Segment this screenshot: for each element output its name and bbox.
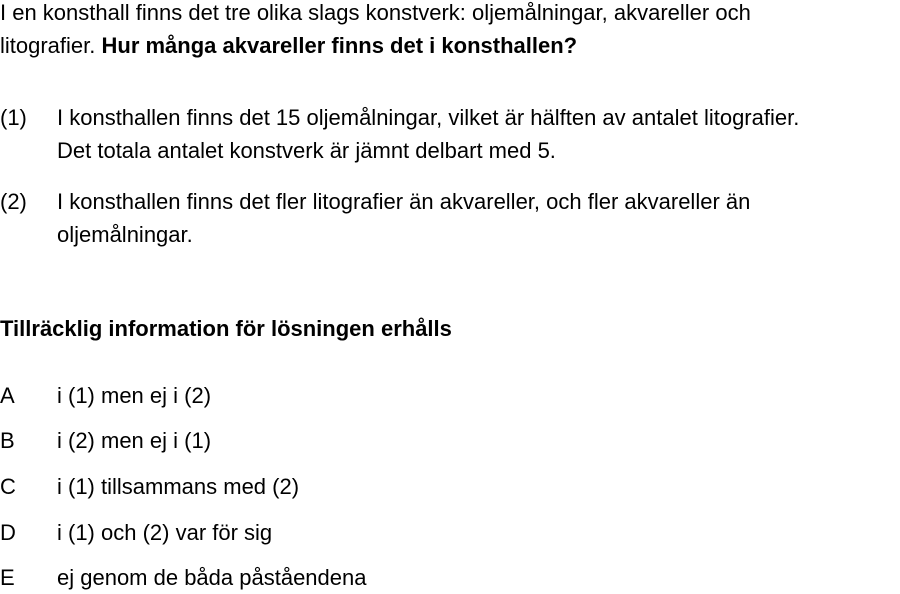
statement-text-line-2: Det totala antalet konstverk är jämnt delbart med 5.: [57, 138, 556, 163]
option-letter: B: [0, 428, 15, 453]
option-letter: E: [0, 565, 15, 590]
option-letter: A: [0, 383, 15, 408]
statement-text-line-1: I konsthallen finns det fler litografier än akvareller, och fler akvareller än: [57, 189, 751, 214]
question-line-2: [0, 29, 577, 62]
option-letter: D: [0, 520, 16, 545]
option-text: ej genom de båda påståendena: [57, 565, 367, 590]
option-letter: C: [0, 474, 16, 499]
question-line-1: I en konsthall finns det tre olika slags konstverk: oljemålningar, akvareller och: [0, 0, 751, 25]
question-ask-text: Hur många akvareller finns det i konsthallen?: [101, 33, 578, 58]
question-intro-text: litografier.: [0, 33, 102, 58]
option-text: i (1) och (2) var för sig: [57, 520, 273, 545]
statement-text-line-2: oljemålningar.: [57, 222, 193, 247]
statement-number: (1): [0, 105, 27, 130]
statement-text-line-1: I konsthallen finns det 15 oljemålningar, vilket är hälften av antalet litografier.: [57, 105, 800, 130]
option-text: i (1) tillsammans med (2): [57, 474, 300, 499]
statement-number: (2): [0, 189, 27, 214]
option-text: i (1) men ej i (2): [57, 383, 212, 408]
answer-prompt: Tillräcklig information för lösningen erhålls: [0, 316, 452, 341]
option-text: i (2) men ej i (1): [57, 428, 212, 453]
